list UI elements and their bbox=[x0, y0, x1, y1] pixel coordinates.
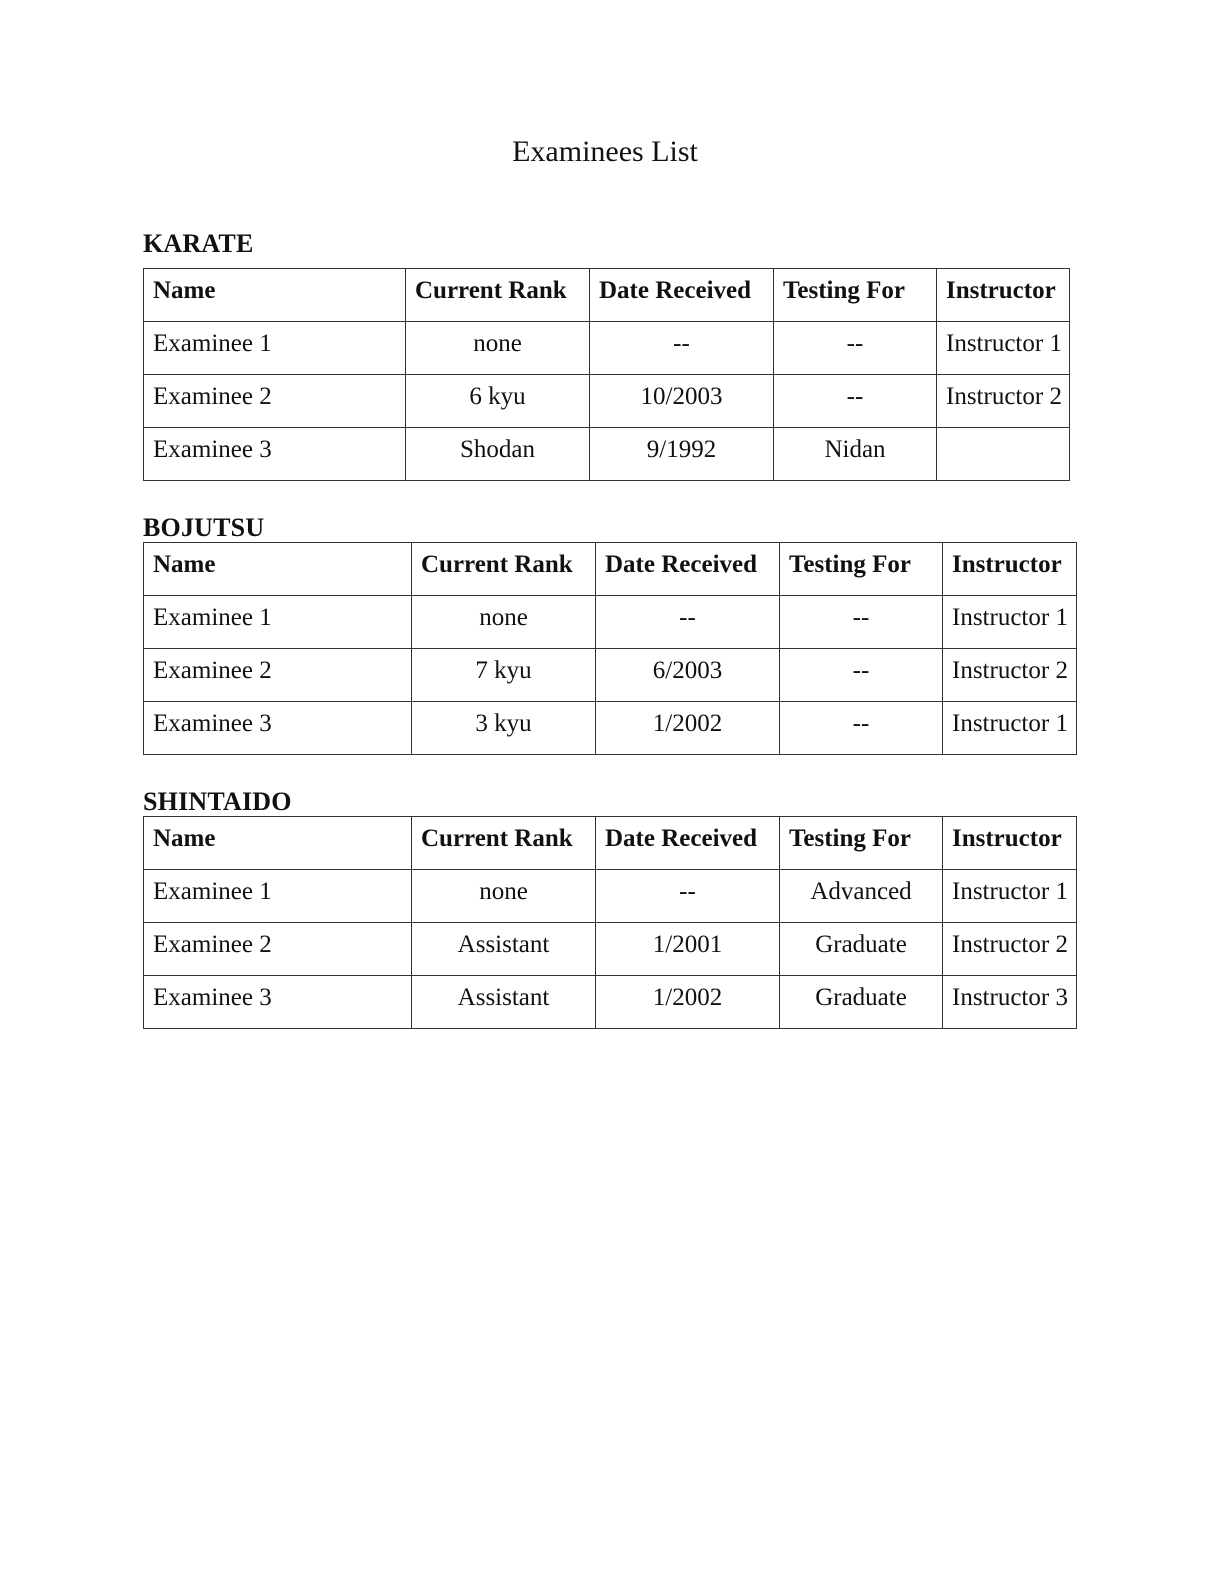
column-header-name: Name bbox=[144, 817, 412, 870]
page-title: Examinees List bbox=[512, 135, 698, 168]
column-header-date-received: Date Received bbox=[596, 817, 780, 870]
cell-current-rank: none bbox=[406, 322, 590, 375]
cell-instructor: Instructor 2 bbox=[943, 923, 1077, 976]
cell-name: Examinee 1 bbox=[144, 596, 412, 649]
cell-name: Examinee 1 bbox=[144, 870, 412, 923]
cell-testing-for: -- bbox=[774, 322, 937, 375]
column-header-current-rank: Current Rank bbox=[412, 543, 596, 596]
cell-testing-for: Advanced bbox=[780, 870, 943, 923]
cell-instructor: Instructor 1 bbox=[943, 702, 1077, 755]
table-row bbox=[144, 322, 1070, 375]
cell-name: Examinee 3 bbox=[144, 976, 412, 1029]
column-header-testing-for: Testing For bbox=[774, 269, 937, 322]
column-header-instructor: Instructor bbox=[943, 543, 1077, 596]
cell-testing-for: Graduate bbox=[780, 923, 943, 976]
table-row bbox=[144, 596, 1077, 649]
cell-date-received: 1/2002 bbox=[596, 976, 780, 1029]
table-row bbox=[144, 375, 1070, 428]
table-row bbox=[144, 702, 1077, 755]
cell-testing-for: Graduate bbox=[780, 976, 943, 1029]
column-header-date-received: Date Received bbox=[590, 269, 774, 322]
column-header-name: Name bbox=[144, 269, 406, 322]
cell-testing-for: Nidan bbox=[774, 428, 937, 481]
cell-current-rank: 6 kyu bbox=[406, 375, 590, 428]
cell-instructor: Instructor 2 bbox=[943, 649, 1077, 702]
shintaido-table bbox=[143, 816, 1077, 1029]
cell-testing-for: -- bbox=[780, 702, 943, 755]
cell-instructor: Instructor 1 bbox=[937, 322, 1070, 375]
cell-date-received: 10/2003 bbox=[590, 375, 774, 428]
bojutsu-table bbox=[143, 542, 1077, 755]
table-row bbox=[144, 428, 1070, 481]
table-header-row bbox=[144, 543, 1077, 596]
cell-testing-for: -- bbox=[780, 649, 943, 702]
cell-testing-for: -- bbox=[780, 596, 943, 649]
table-row bbox=[144, 649, 1077, 702]
cell-instructor: Instructor 1 bbox=[943, 596, 1077, 649]
column-header-instructor: Instructor bbox=[937, 269, 1070, 322]
column-header-name: Name bbox=[144, 543, 412, 596]
section-label-bojutsu: BOJUTSU bbox=[143, 513, 265, 542]
cell-name: Examinee 2 bbox=[144, 923, 412, 976]
cell-date-received: 1/2001 bbox=[596, 923, 780, 976]
section-label-shintaido: SHINTAIDO bbox=[143, 787, 292, 816]
cell-date-received: -- bbox=[596, 870, 780, 923]
table-header-row bbox=[144, 817, 1077, 870]
column-header-current-rank: Current Rank bbox=[412, 817, 596, 870]
column-header-date-received: Date Received bbox=[596, 543, 780, 596]
cell-current-rank: 7 kyu bbox=[412, 649, 596, 702]
cell-name: Examinee 2 bbox=[144, 649, 412, 702]
cell-instructor: Instructor 3 bbox=[943, 976, 1077, 1029]
cell-date-received: -- bbox=[590, 322, 774, 375]
karate-table bbox=[143, 268, 1070, 481]
cell-name: Examinee 3 bbox=[144, 702, 412, 755]
cell-current-rank: none bbox=[412, 596, 596, 649]
cell-instructor: Instructor 2 bbox=[937, 375, 1070, 428]
cell-name: Examinee 3 bbox=[144, 428, 406, 481]
cell-current-rank: Shodan bbox=[406, 428, 590, 481]
column-header-instructor: Instructor bbox=[943, 817, 1077, 870]
cell-date-received: 6/2003 bbox=[596, 649, 780, 702]
cell-date-received: -- bbox=[596, 596, 780, 649]
table-row bbox=[144, 923, 1077, 976]
cell-current-rank: Assistant bbox=[412, 976, 596, 1029]
cell-current-rank: 3 kyu bbox=[412, 702, 596, 755]
cell-name: Examinee 1 bbox=[144, 322, 406, 375]
cell-name: Examinee 2 bbox=[144, 375, 406, 428]
column-header-testing-for: Testing For bbox=[780, 543, 943, 596]
column-header-testing-for: Testing For bbox=[780, 817, 943, 870]
cell-date-received: 9/1992 bbox=[590, 428, 774, 481]
cell-current-rank: none bbox=[412, 870, 596, 923]
table-row bbox=[144, 976, 1077, 1029]
table-header-row bbox=[144, 269, 1070, 322]
table-row bbox=[144, 870, 1077, 923]
cell-instructor: Instructor 1 bbox=[943, 870, 1077, 923]
cell-current-rank: Assistant bbox=[412, 923, 596, 976]
column-header-current-rank: Current Rank bbox=[406, 269, 590, 322]
section-label-karate: KARATE bbox=[143, 229, 254, 258]
cell-instructor bbox=[937, 428, 1070, 481]
cell-testing-for: -- bbox=[774, 375, 937, 428]
cell-date-received: 1/2002 bbox=[596, 702, 780, 755]
